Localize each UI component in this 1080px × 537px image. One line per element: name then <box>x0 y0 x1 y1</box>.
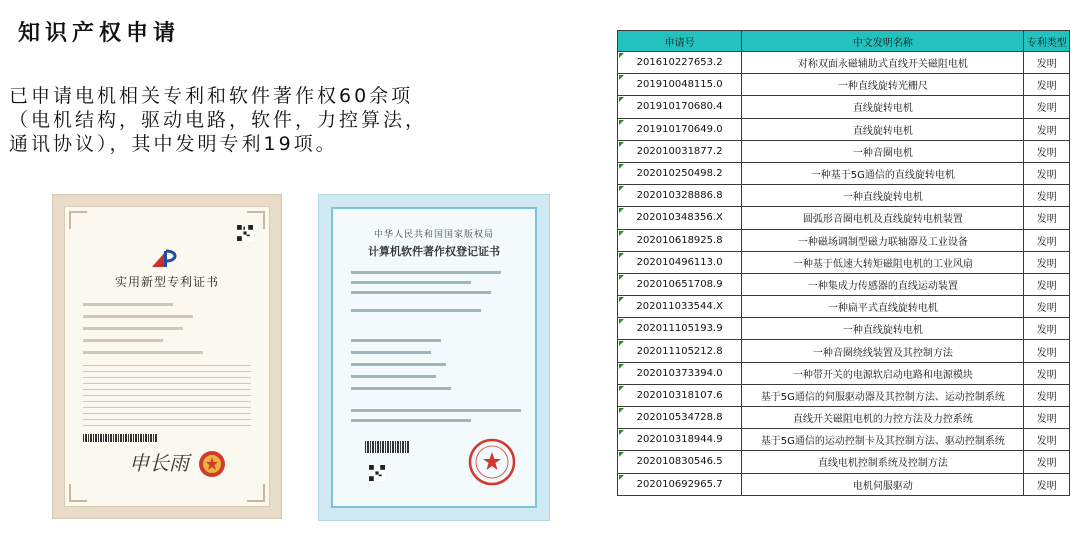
cell-patent-type: 发明 <box>1024 74 1070 96</box>
software-certificate-paper <box>331 207 537 508</box>
frame-corner <box>69 484 87 502</box>
cell-application-number: 201910048115.0 <box>618 74 742 96</box>
description-line-3: 通讯协议），其中发明专利19项。 <box>9 133 338 155</box>
cell-patent-type: 发明 <box>1024 96 1070 118</box>
cell-invention-name: 基于5G通信的伺服驱动器及其控制方法、运动控制系统 <box>742 384 1024 406</box>
cell-patent-type: 发明 <box>1024 384 1070 406</box>
table-row <box>618 273 1070 295</box>
cell-patent-type: 发明 <box>1024 362 1070 384</box>
cell-invention-name: 一种直线旋转电机 <box>742 185 1024 207</box>
cell-invention-name: 基于5G通信的运动控制卡及其控制方法、驱动控制系统 <box>742 429 1024 451</box>
cell-application-number: 202010031877.2 <box>618 140 742 162</box>
cell-invention-name: 一种磁场调制型磁力联轴器及工业设备 <box>742 229 1024 251</box>
cell-application-number: 202010496113.0 <box>618 251 742 273</box>
cell-patent-type: 发明 <box>1024 52 1070 74</box>
cell-patent-type: 发明 <box>1024 296 1070 318</box>
cell-patent-type: 发明 <box>1024 118 1070 140</box>
text-paragraph <box>83 399 251 427</box>
text-line <box>351 363 446 366</box>
text-line <box>83 303 173 306</box>
cell-invention-name: 直线开关磁阻电机的力控方法及力控系统 <box>742 407 1024 429</box>
cell-invention-name: 一种直线旋转光栅尺 <box>742 74 1024 96</box>
software-certificate-title: 计算机软件著作权登记证书 <box>368 245 500 258</box>
table-row <box>618 118 1070 140</box>
table-row <box>618 429 1070 451</box>
text-line <box>351 387 451 390</box>
text-line <box>83 351 203 354</box>
text-line <box>351 375 436 378</box>
cell-patent-type: 发明 <box>1024 429 1070 451</box>
table-row <box>618 207 1070 229</box>
cell-invention-name: 一种扁平式直线旋转电机 <box>742 296 1024 318</box>
cell-application-number: 201910170649.0 <box>618 118 742 140</box>
frame-corner <box>69 211 87 229</box>
cell-patent-type: 发明 <box>1024 185 1070 207</box>
cell-invention-name: 一种集成力传感器的直线运动装置 <box>742 273 1024 295</box>
description-line-1: 已申请电机相关专利和软件著作权60余项 <box>9 85 414 107</box>
patent-certificate-paper <box>64 206 270 507</box>
table-row <box>618 52 1070 74</box>
cell-application-number: 202010250498.2 <box>618 162 742 184</box>
frame-corner <box>247 484 265 502</box>
text-line <box>83 339 163 342</box>
cell-application-number: 202010373394.0 <box>618 362 742 384</box>
cell-application-number: 201910170680.4 <box>618 96 742 118</box>
national-emblem-icon <box>197 449 227 479</box>
barcode <box>83 434 157 442</box>
patent-certificate-title: 实用新型专利证书 <box>114 275 219 289</box>
software-certificate-header: 中华人民共和国国家版权局 <box>373 230 494 240</box>
description-line-2: （电机结构，驱动电路，软件，力控算法， <box>9 109 428 131</box>
cell-application-number: 202010534728.8 <box>618 407 742 429</box>
cell-application-number: 202010830546.5 <box>618 451 742 473</box>
cell-patent-type: 发明 <box>1024 318 1070 340</box>
cell-patent-type: 发明 <box>1024 407 1070 429</box>
cell-invention-name: 一种基于低速大转矩磁阻电机的工业风扇 <box>742 251 1024 273</box>
table-row <box>618 451 1070 473</box>
text-line <box>351 281 471 284</box>
cell-patent-type: 发明 <box>1024 473 1070 495</box>
description <box>9 84 529 156</box>
patent-certificate-image <box>52 194 282 519</box>
cell-invention-name: 直线电机控制系统及控制方法 <box>742 451 1024 473</box>
official-seal-icon <box>467 437 517 487</box>
text-line <box>351 419 471 422</box>
text-paragraph <box>83 363 251 397</box>
table-row <box>618 362 1070 384</box>
text-line <box>351 291 491 294</box>
cell-patent-type: 发明 <box>1024 140 1070 162</box>
patent-table <box>617 30 1070 496</box>
cell-invention-name: 直线旋转电机 <box>742 96 1024 118</box>
cell-invention-name: 圆弧形音圈电机及直线旋转电机装置 <box>742 207 1024 229</box>
text-line <box>351 339 441 342</box>
cell-application-number: 202011033544.X <box>618 296 742 318</box>
cell-application-number: 202010328886.8 <box>618 185 742 207</box>
cell-application-number: 202010318107.6 <box>618 384 742 406</box>
text-line <box>351 409 521 412</box>
table-row <box>618 318 1070 340</box>
table-row <box>618 473 1070 495</box>
cell-patent-type: 发明 <box>1024 451 1070 473</box>
table-row <box>618 140 1070 162</box>
table-row <box>618 229 1070 251</box>
qr-code-icon <box>369 465 385 481</box>
table-row <box>618 185 1070 207</box>
cell-patent-type: 发明 <box>1024 229 1070 251</box>
cell-invention-name: 一种直线旋转电机 <box>742 318 1024 340</box>
cell-invention-name: 直线旋转电机 <box>742 118 1024 140</box>
cell-patent-type: 发明 <box>1024 251 1070 273</box>
signature: 申长雨 <box>129 451 189 475</box>
cell-application-number: 201610227653.2 <box>618 52 742 74</box>
cell-application-number: 202010618925.8 <box>618 229 742 251</box>
patent-office-logo <box>148 247 184 269</box>
cell-invention-name: 一种音圈绕线装置及其控制方法 <box>742 340 1024 362</box>
table-row <box>618 96 1070 118</box>
header-patent-type: 专利类型 <box>1024 31 1070 52</box>
header-application-number: 申请号 <box>618 31 742 52</box>
table-row <box>618 407 1070 429</box>
text-line <box>83 315 193 318</box>
page-title: 知识产权申请 <box>18 21 181 46</box>
text-line <box>351 351 431 354</box>
header-invention-name: 中文发明名称 <box>742 31 1024 52</box>
cell-invention-name: 一种基于5G通信的直线旋转电机 <box>742 162 1024 184</box>
cell-invention-name: 一种音圈电机 <box>742 140 1024 162</box>
table-row <box>618 162 1070 184</box>
text-line <box>83 327 183 330</box>
cell-patent-type: 发明 <box>1024 162 1070 184</box>
cell-application-number: 202010692965.7 <box>618 473 742 495</box>
cell-patent-type: 发明 <box>1024 273 1070 295</box>
cell-application-number: 202010318944.9 <box>618 429 742 451</box>
table-row <box>618 251 1070 273</box>
text-line <box>351 271 501 274</box>
qr-code-icon <box>237 225 253 241</box>
text-line <box>351 309 481 312</box>
cell-application-number: 202010348356.X <box>618 207 742 229</box>
barcode <box>365 441 409 453</box>
cell-application-number: 202011105193.9 <box>618 318 742 340</box>
cell-application-number: 202010651708.9 <box>618 273 742 295</box>
cell-invention-name: 对称双面永磁辅助式直线开关磁阻电机 <box>742 52 1024 74</box>
cell-patent-type: 发明 <box>1024 340 1070 362</box>
table-row <box>618 74 1070 96</box>
software-certificate-image <box>318 194 550 521</box>
table-row <box>618 384 1070 406</box>
cell-invention-name: 一种带开关的电源软启动电路和电源模块 <box>742 362 1024 384</box>
table-header-row <box>618 31 1070 52</box>
cell-application-number: 202011105212.8 <box>618 340 742 362</box>
table-row <box>618 296 1070 318</box>
table-row <box>618 340 1070 362</box>
cell-patent-type: 发明 <box>1024 207 1070 229</box>
cell-invention-name: 电机伺服驱动 <box>742 473 1024 495</box>
